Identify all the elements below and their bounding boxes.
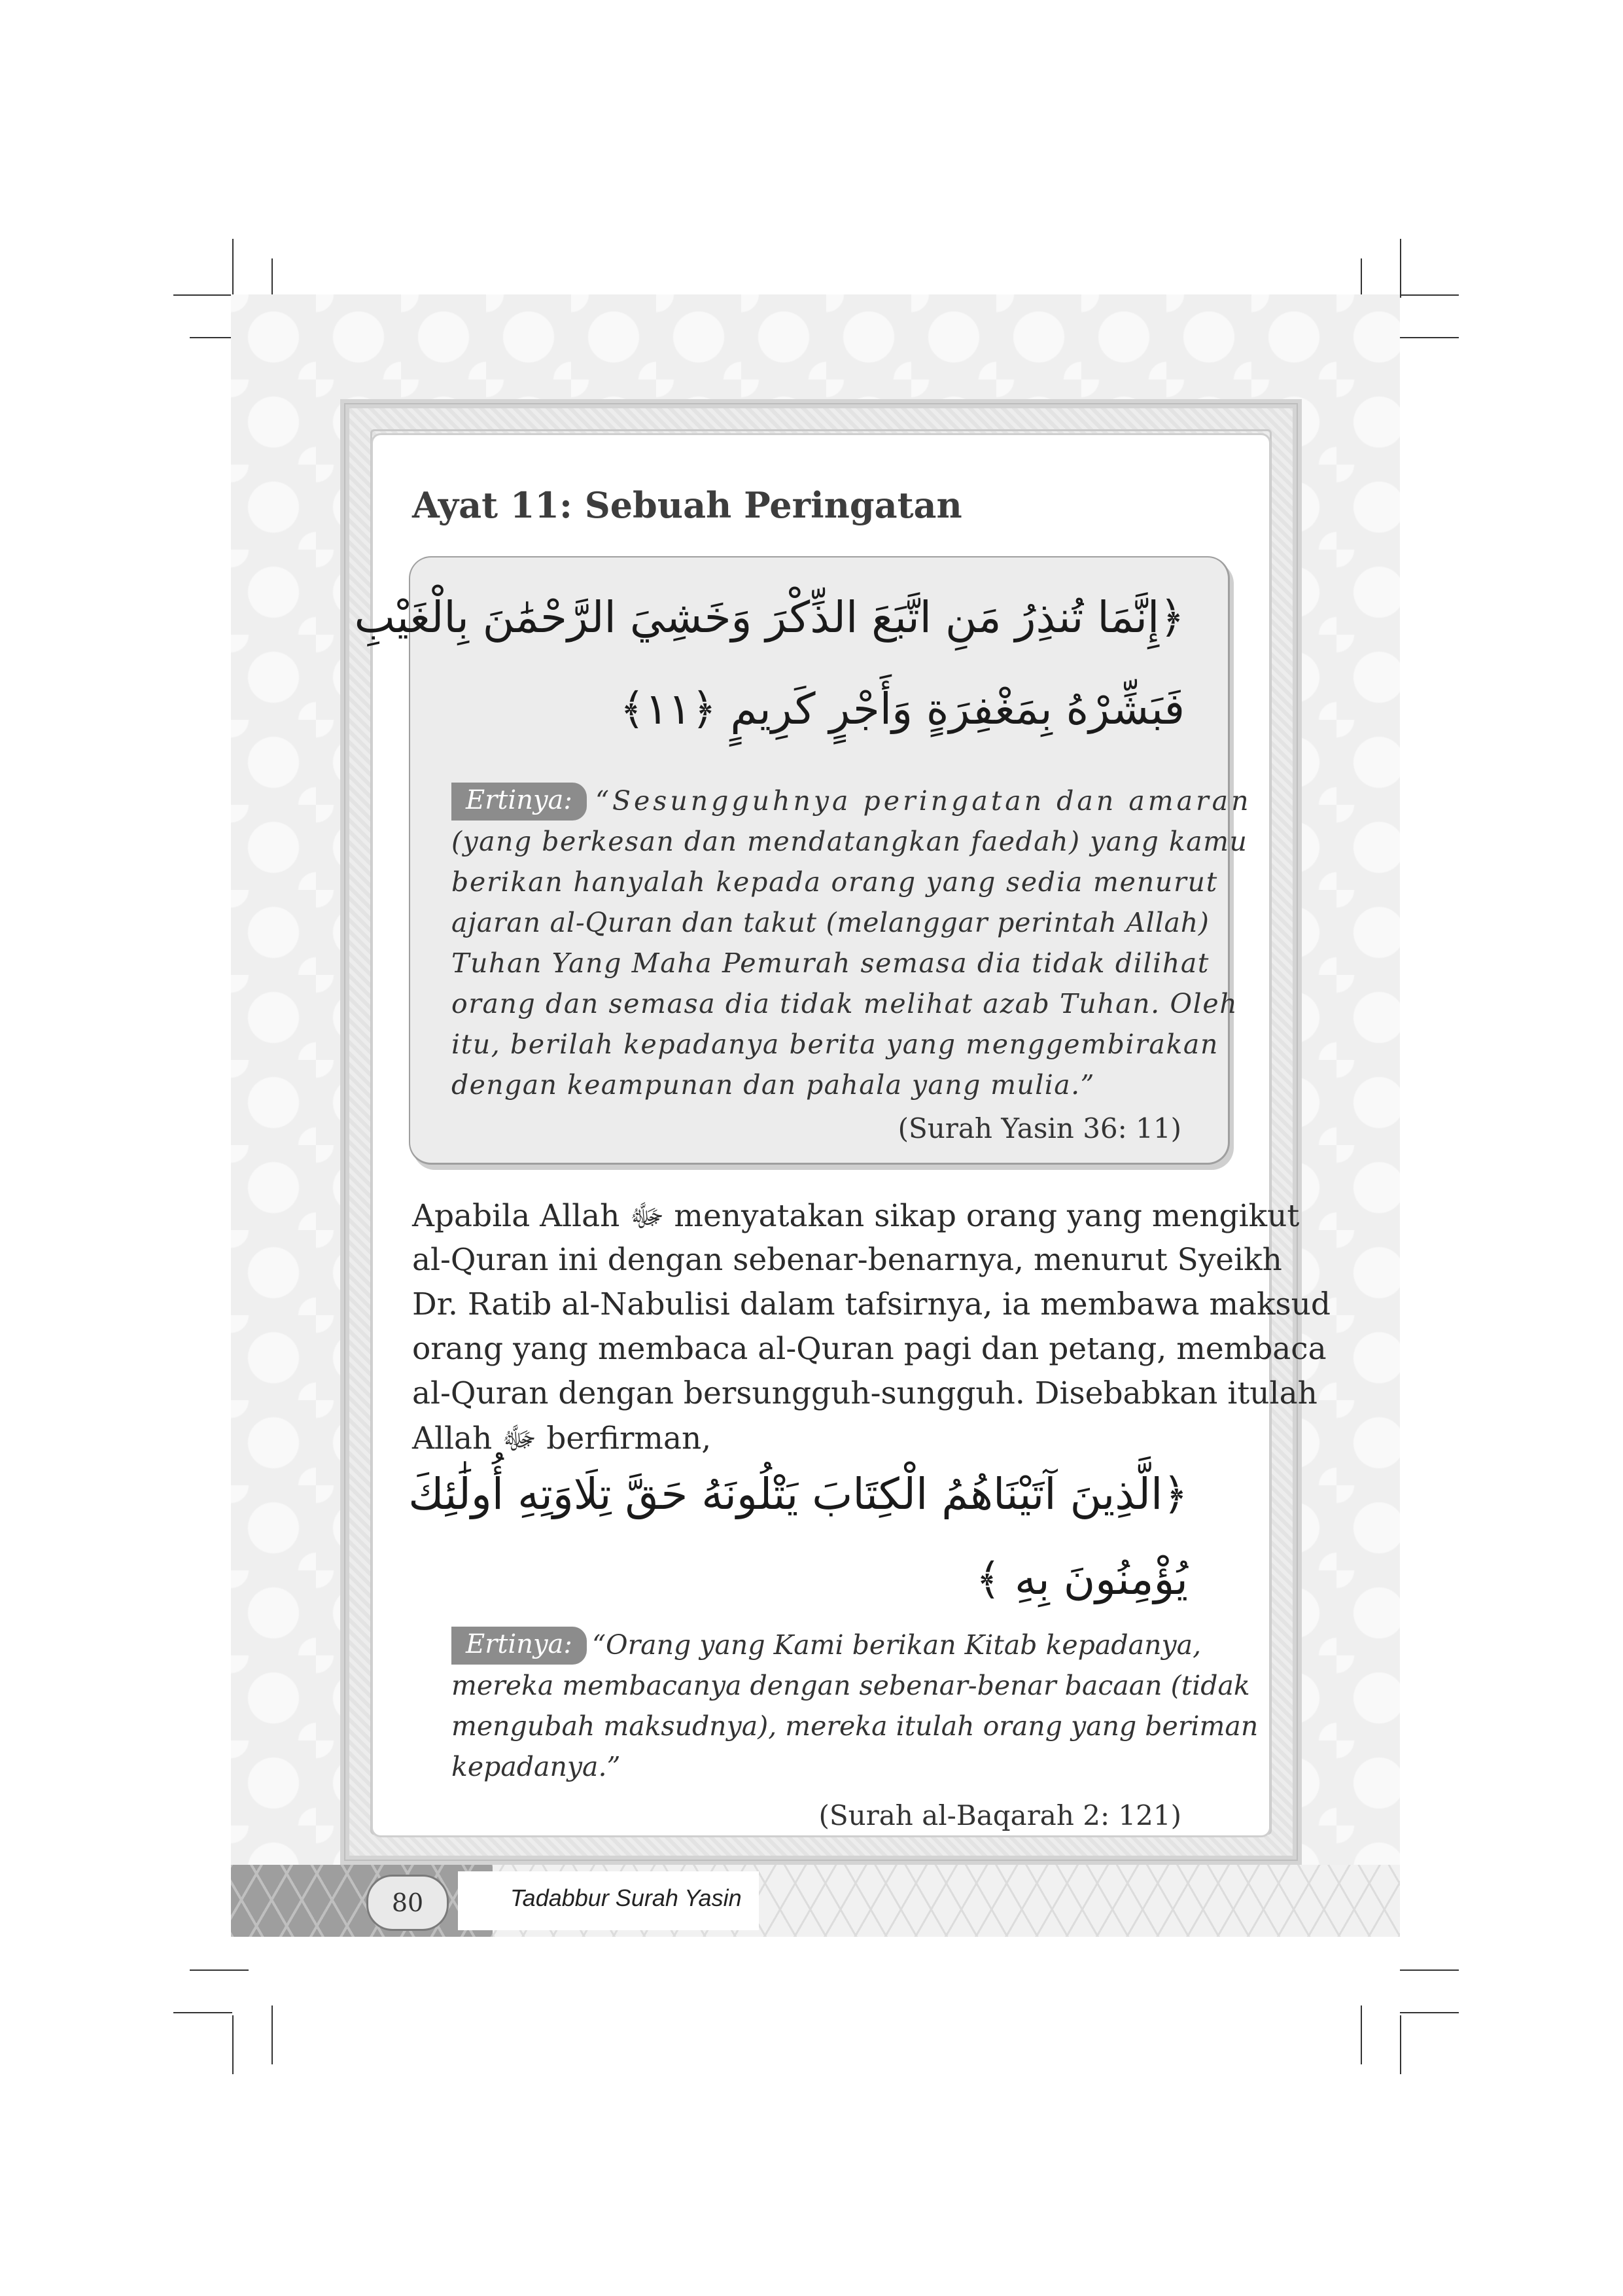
crop-mark bbox=[232, 239, 234, 298]
translation-line: mereka membacanya dengan sebenar-benar bacaan (tidak bbox=[451, 1670, 1250, 1701]
book-title: Tadabbur Surah Yasin bbox=[510, 1884, 742, 1911]
translation-line: kepadanya.” bbox=[451, 1751, 621, 1782]
paragraph-line: al-Quran dengan bersungguh-sungguh. Disebabkan itulah bbox=[412, 1375, 1318, 1411]
crop-mark bbox=[232, 2015, 234, 2074]
verse-arabic-line: ﴿الَّذِينَ آتَيْنَاهُمُ الْكِتَابَ يَتْلُونَهُ حَقَّ تِلَاوَتِهِ أُولَٰئِكَ bbox=[408, 1469, 1188, 1519]
crop-mark bbox=[1400, 239, 1401, 298]
paragraph-line: Dr. Ratib al-Nabulisi dalam tafsirnya, ia membawa maksud bbox=[412, 1286, 1331, 1322]
crop-mark bbox=[190, 1969, 249, 1971]
paragraph-line: al-Quran ini dengan sebenar-benarnya, menurut Syeikh bbox=[412, 1242, 1282, 1278]
verse-citation: (Surah al-Baqarah 2: 121) bbox=[818, 1799, 1181, 1831]
ertinya-label: Ertinya: bbox=[451, 1627, 587, 1665]
crop-mark bbox=[1400, 337, 1459, 338]
translation-line: orang dan semasa dia tidak melihat azab Tuhan. Oleh bbox=[451, 988, 1238, 1019]
translation-line: “Sesungguhnya peringatan dan amaran bbox=[595, 785, 1252, 817]
section-heading: Ayat 11: Sebuah Peringatan bbox=[412, 484, 962, 526]
ertinya-label: Ertinya: bbox=[451, 783, 587, 821]
crop-mark bbox=[1400, 2015, 1401, 2074]
crop-mark bbox=[173, 294, 232, 296]
translation-line: mengubah maksudnya), mereka itulah orang yang beriman bbox=[451, 1710, 1259, 1742]
verse-arabic-line: فَبَشِّرْهُ بِمَغْفِرَةٍ وَأَجْرٍ كَرِيمٍ ﴿١١﴾ bbox=[620, 684, 1185, 734]
translation-line: ajaran al-Quran dan takut (melanggar perintah Allah) bbox=[451, 907, 1210, 938]
translation-line: itu, berilah kepadanya berita yang menggembirakan bbox=[451, 1029, 1219, 1060]
paragraph-line: orang yang membaca al-Quran pagi dan petang, membaca bbox=[412, 1331, 1327, 1367]
crop-mark bbox=[173, 2012, 232, 2013]
translation-line: (yang berkesan dan mendatangkan faedah) yang kamu bbox=[451, 826, 1248, 857]
crop-mark bbox=[1400, 1969, 1459, 1971]
page-number: 80 bbox=[366, 1875, 449, 1931]
crop-mark bbox=[1361, 2005, 1362, 2064]
translation-line: dengan keampunan dan pahala yang mulia.” bbox=[451, 1069, 1095, 1101]
translation-line: berikan hanyalah kepada orang yang sedia menurut bbox=[451, 866, 1218, 898]
translation-line: “Orang yang Kami berikan Kitab kepadanya, bbox=[592, 1629, 1202, 1661]
verse-citation: (Surah Yasin 36: 11) bbox=[898, 1112, 1181, 1144]
verse-arabic-line: ﴿إِنَّمَا تُنذِرُ مَنِ اتَّبَعَ الذِّكْرَ وَخَشِيَ الرَّحْمَٰنَ بِالْغَيْبِ bbox=[354, 592, 1185, 643]
crop-mark bbox=[271, 2005, 273, 2064]
crop-mark bbox=[1400, 2012, 1459, 2013]
verse-arabic-line: يُؤْمِنُونَ بِهِ ﴾ bbox=[975, 1554, 1188, 1604]
crop-mark bbox=[1400, 294, 1459, 296]
paragraph-line: Allah ﷻ berfirman, bbox=[412, 1421, 712, 1457]
translation-line: Tuhan Yang Maha Pemurah semasa dia tidak dilihat bbox=[451, 947, 1210, 979]
paragraph-line: Apabila Allah ﷻ menyatakan sikap orang yang mengikut bbox=[412, 1198, 1300, 1234]
